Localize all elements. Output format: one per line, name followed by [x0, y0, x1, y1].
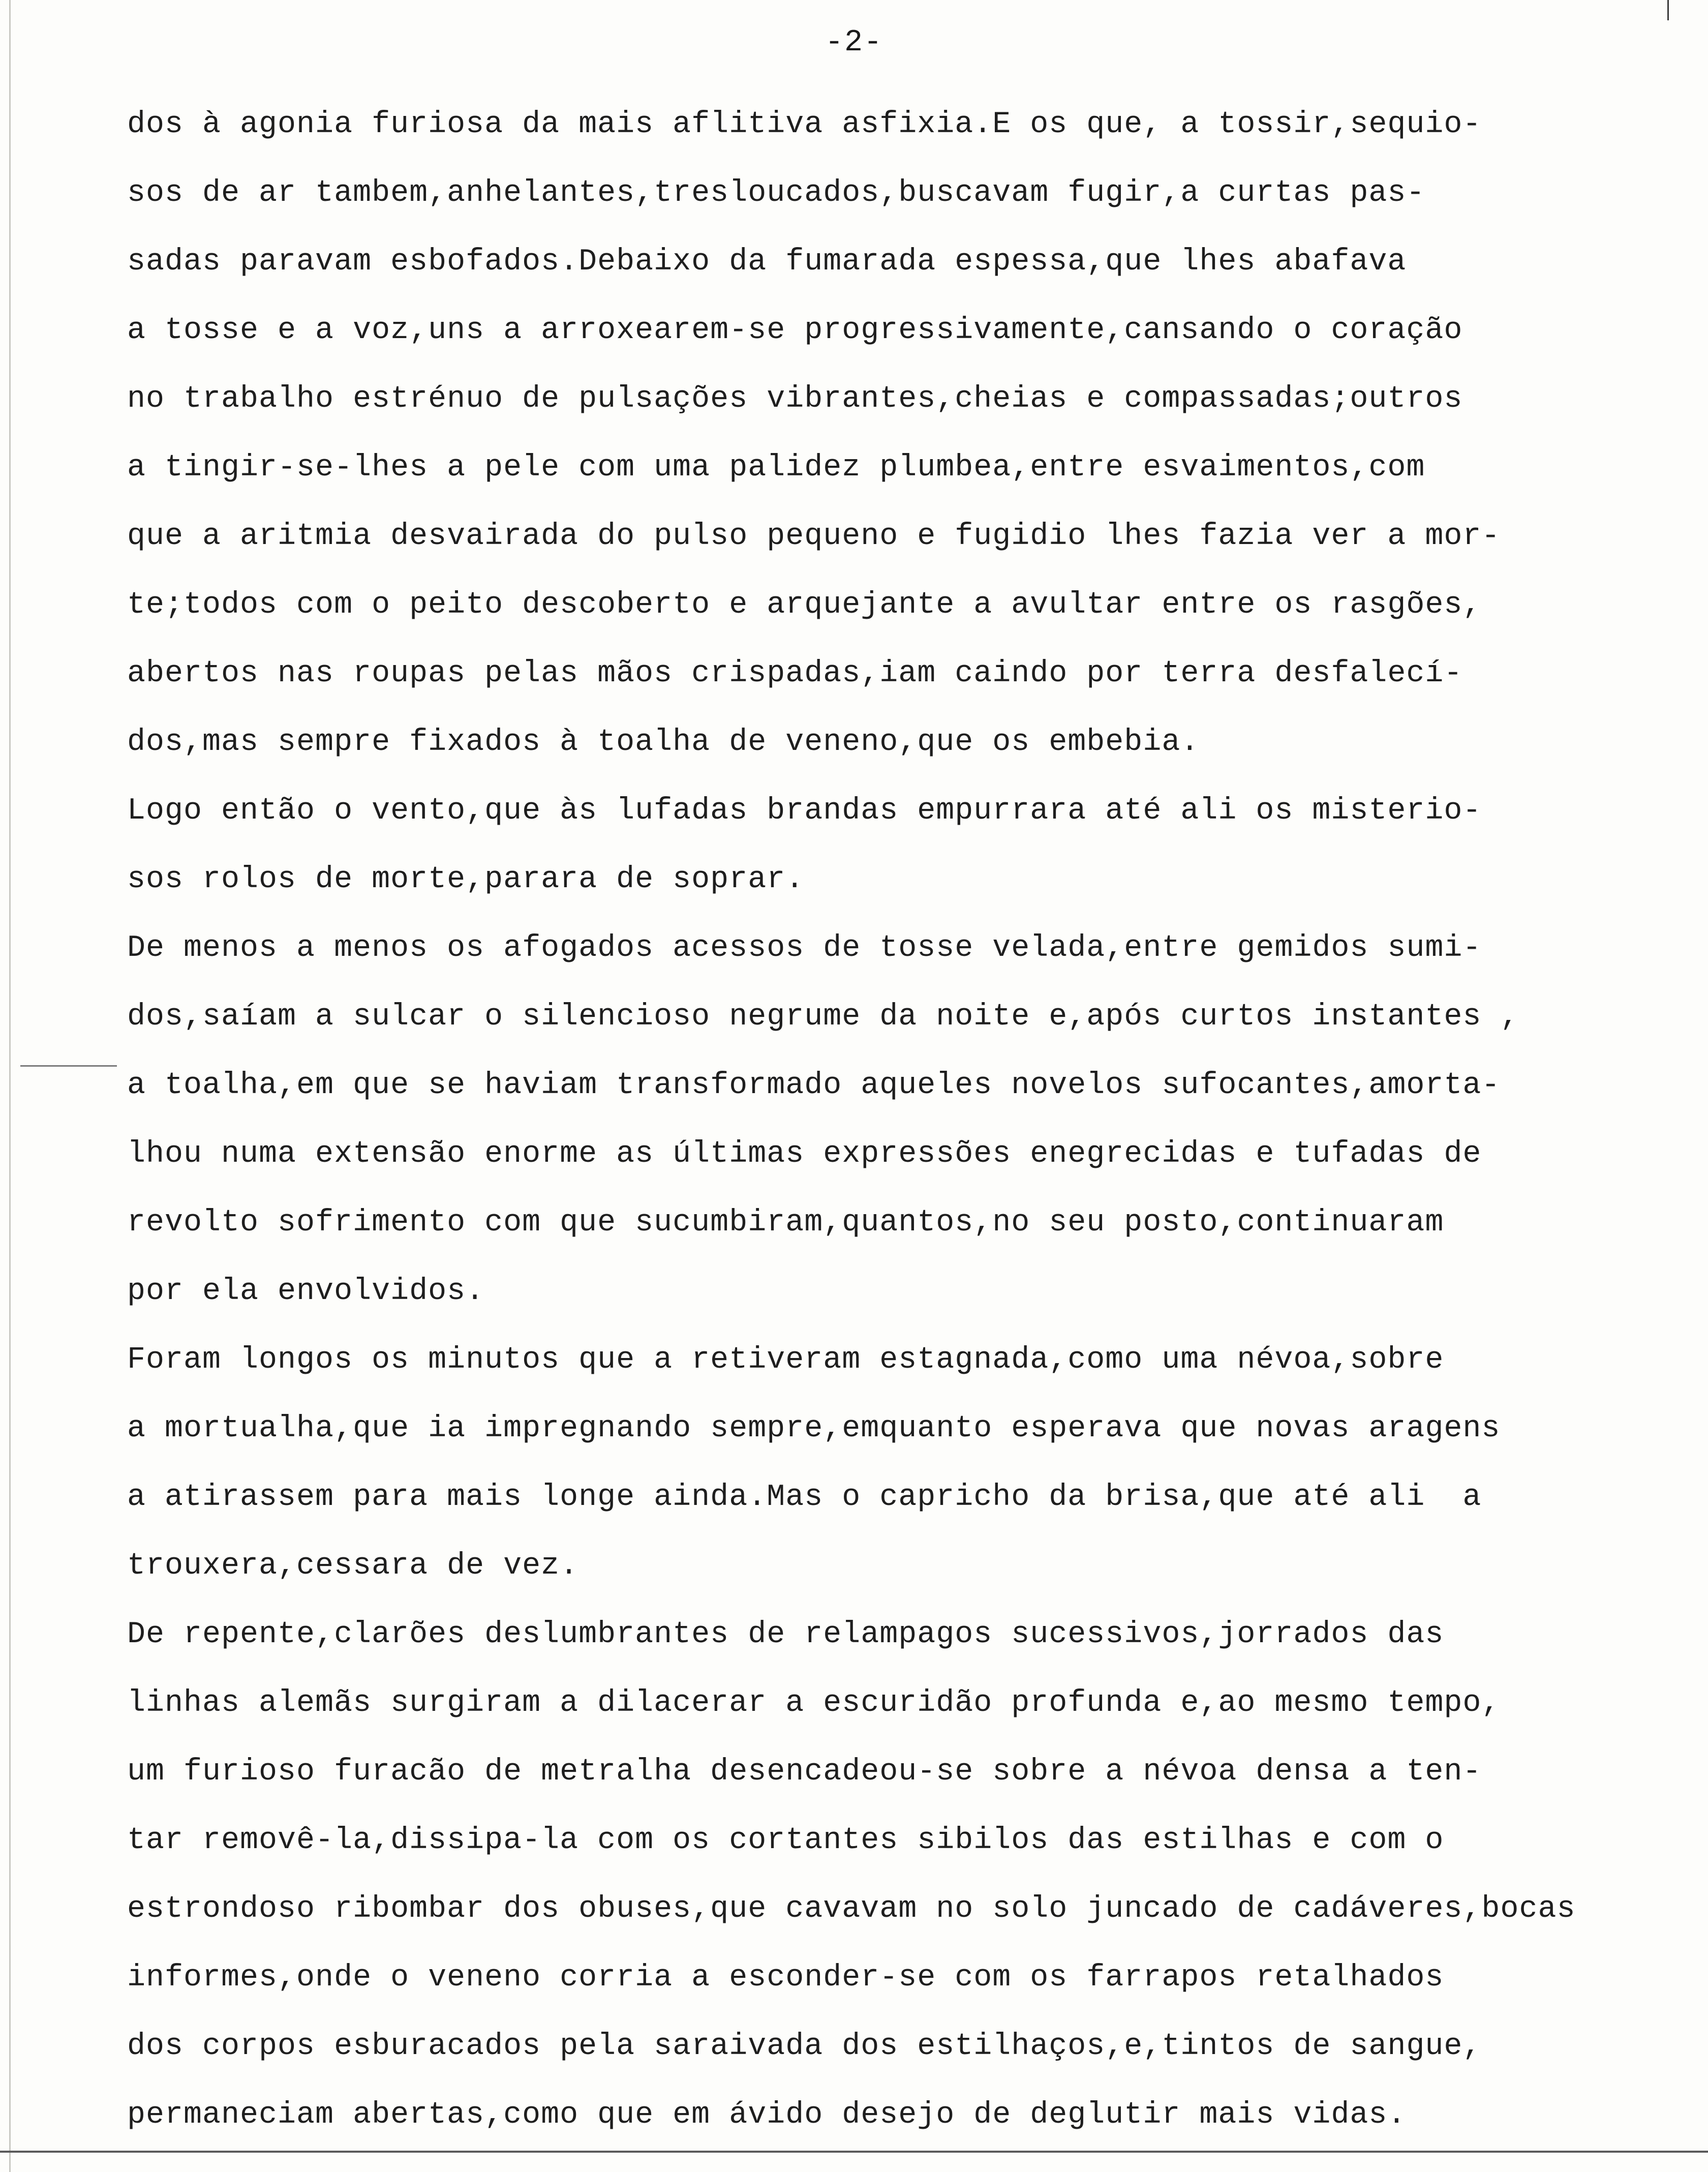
text-line: sos de ar tambem,anhelantes,tresloucados,buscavam fugir,a curtas pas-	[127, 176, 1425, 210]
text-line: dos,mas sempre fixados à toalha de veneno,que os embebia.	[127, 725, 1200, 760]
text-line: por ela envolvidos.	[127, 1274, 485, 1309]
text-line: a atirassem para mais longe ainda.Mas o capricho da brisa,que até ali a	[127, 1480, 1482, 1515]
text-line: informes,onde o veneno corria a esconder-se com os farrapos retalhados	[127, 1960, 1444, 1995]
text-line: sos rolos de morte,parara de soprar.	[127, 862, 805, 897]
text-line: linhas alemãs surgiram a dilacerar a escuridão profunda e,ao mesmo tempo,	[127, 1686, 1501, 1721]
text-line: tar removê-la,dissipa-la com os cortantes sibilos das estilhas e com o	[127, 1823, 1444, 1858]
text-line: um furioso furacão de metralha desencadeou-se sobre a névoa densa a ten-	[127, 1755, 1482, 1789]
text-line: permaneciam abertas,como que em ávido desejo de deglutir mais vidas.	[127, 2098, 1407, 2132]
typewritten-body	[127, 90, 1627, 2150]
scan-smudge	[20, 1065, 117, 1067]
scan-corner-mark	[1667, 0, 1669, 20]
text-line: dos corpos esburacados pela saraivada dos estilhaços,e,tintos de sangue,	[127, 2029, 1482, 2064]
text-line: Logo então o vento,que às lufadas brandas empurrara até ali os misterio-	[127, 794, 1482, 828]
text-line: te;todos com o peito descoberto e arquejante a avultar entre os rasgões,	[127, 588, 1482, 622]
text-line: lhou numa extensão enorme as últimas expressões enegrecidas e tufadas de	[127, 1137, 1482, 1171]
text-line: abertos nas roupas pelas mãos crispadas,iam caindo por terra desfalecí-	[127, 656, 1463, 691]
text-line: que a aritmia desvairada do pulso pequeno e fugidio lhes fazia ver a mor-	[127, 519, 1501, 554]
text-line: a tosse e a voz,uns a arroxearem-se progressivamente,cansando o coração	[127, 313, 1463, 348]
scan-left-edge	[9, 0, 11, 2172]
text-line: trouxera,cessara de vez.	[127, 1549, 579, 1583]
text-line: no trabalho estrénuo de pulsações vibrantes,cheias e compassadas;outros	[127, 382, 1463, 416]
text-line: Foram longos os minutos que a retiveram estagnada,como uma névoa,sobre	[127, 1343, 1444, 1377]
page-number: -2-	[825, 25, 883, 60]
text-line: estrondoso ribombar dos obuses,que cavavam no solo juncado de cadáveres,bocas	[127, 1892, 1576, 1926]
text-line: a tingir-se-lhes a pele com uma palidez plumbea,entre esvaimentos,com	[127, 450, 1425, 485]
text-line: a mortualha,que ia impregnando sempre,emquanto esperava que novas aragens	[127, 1411, 1501, 1446]
text-line: dos à agonia furiosa da mais aflitiva asfixia.E os que, a tossir,sequio-	[127, 107, 1482, 142]
text-line: revolto sofrimento com que sucumbiram,quantos,no seu posto,continuaram	[127, 1205, 1444, 1240]
text-line: dos,saíam a sulcar o silencioso negrume da noite e,após curtos instantes ,	[127, 1000, 1519, 1034]
text-line: a toalha,em que se haviam transformado aqueles novelos sufocantes,amorta-	[127, 1068, 1501, 1103]
scan-bottom-edge	[0, 2151, 1708, 2153]
text-line: De menos a menos os afogados acessos de tosse velada,entre gemidos sumi-	[127, 931, 1482, 966]
text-line: sadas paravam esbofados.Debaixo da fumarada espessa,que lhes abafava	[127, 245, 1407, 279]
text-line: De repente,clarões deslumbrantes de relampagos sucessivos,jorrados das	[127, 1617, 1444, 1652]
